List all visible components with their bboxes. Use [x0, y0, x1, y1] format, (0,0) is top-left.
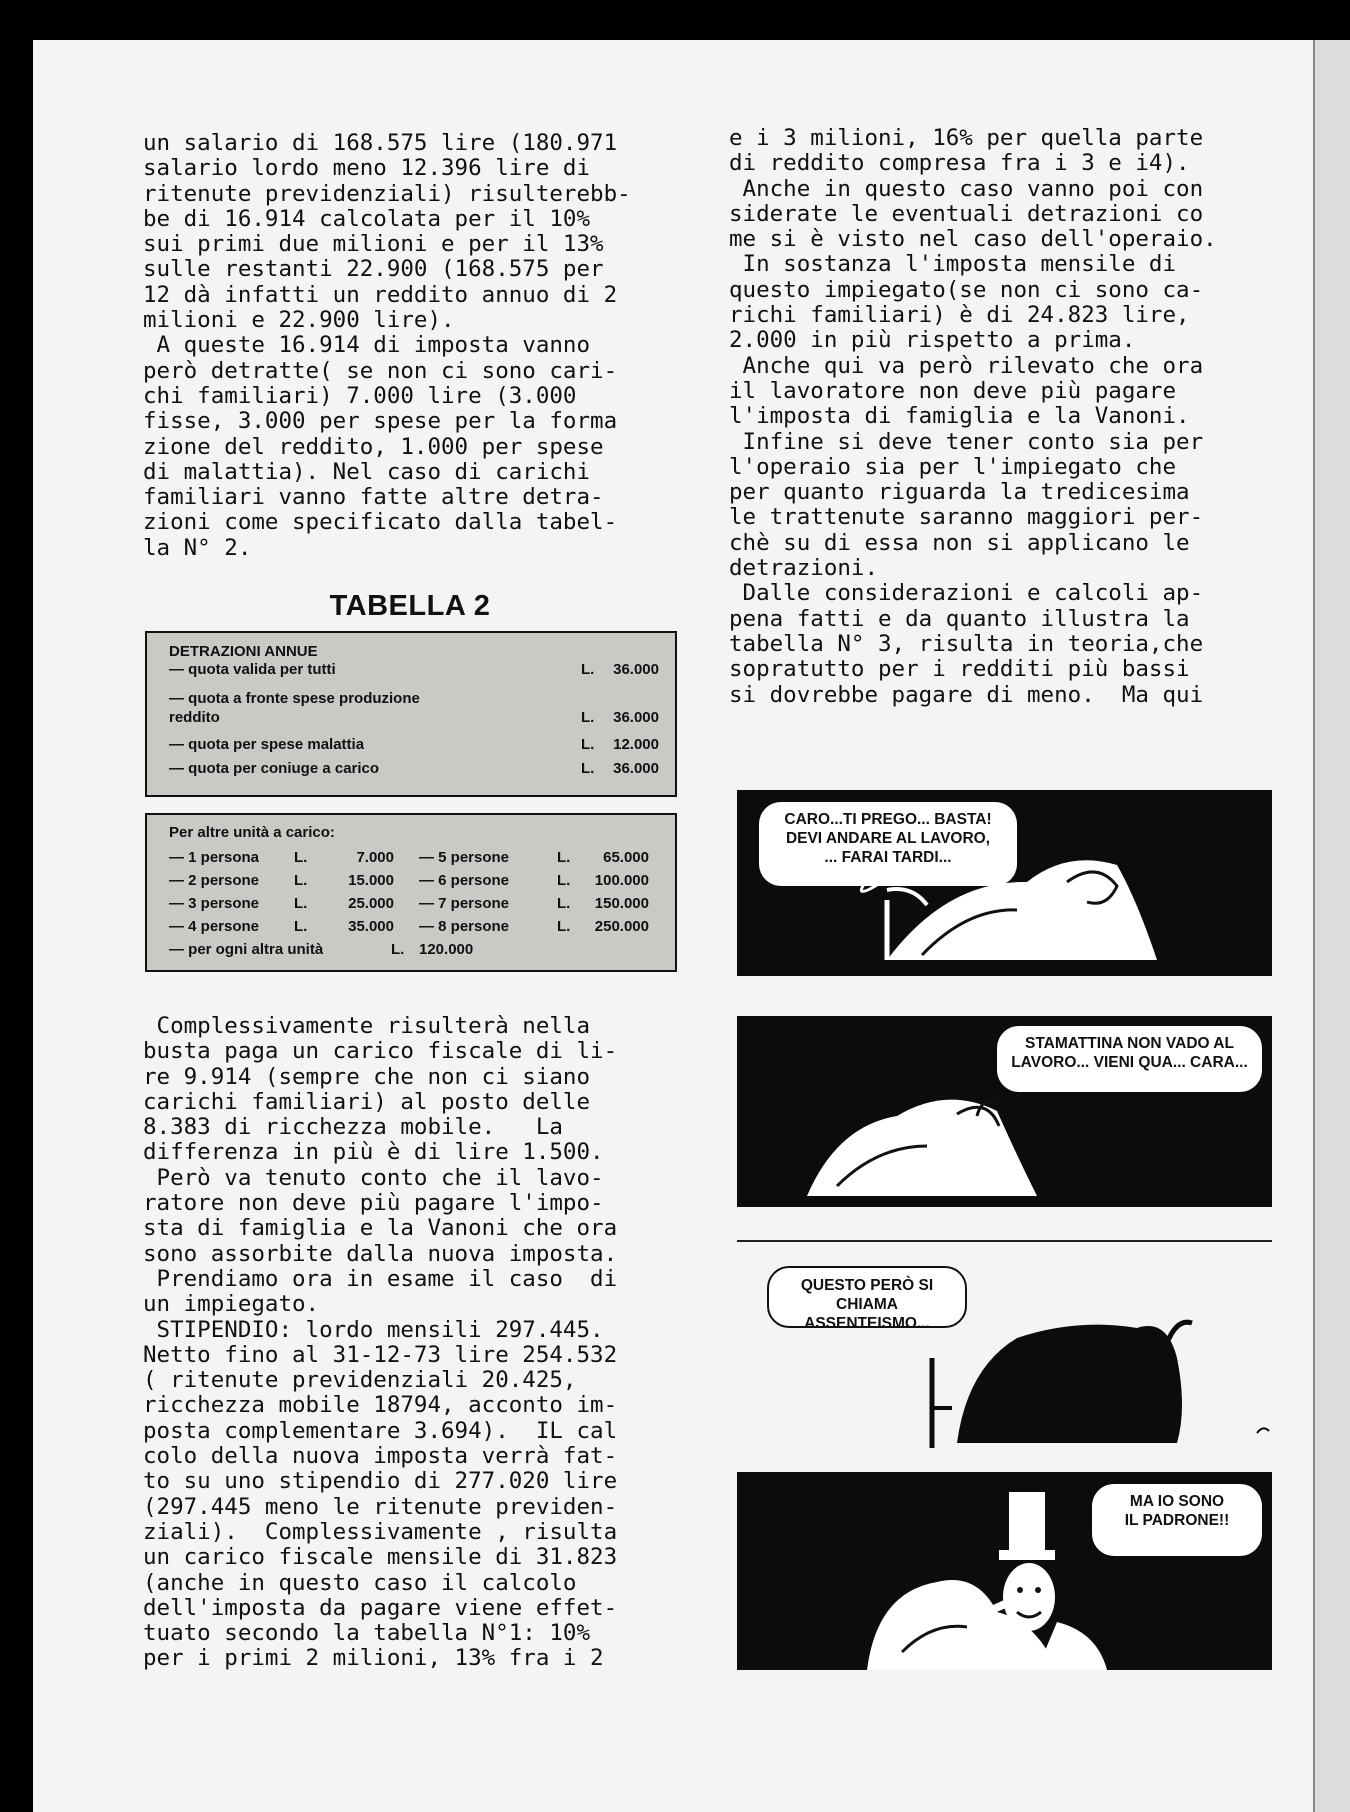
right-line: di reddito compresa fra i 3 e i4).: [729, 150, 1190, 177]
deduction-label: — quota per spese malattia: [169, 736, 365, 753]
dependents-amount: 7.000: [356, 849, 394, 866]
dependents-currency: L.: [557, 849, 571, 866]
dependents-label: — 8 persone: [419, 918, 510, 935]
right-line: e i 3 milioni, 16% per quella parte: [729, 125, 1204, 151]
dependents-amount: 15.000: [348, 872, 394, 889]
right-line: siderate le eventuali detrazioni co: [729, 200, 1204, 227]
left-top-line: salario lordo meno 12.396 lire di: [143, 155, 591, 182]
speech-bubble-3: QUESTO PERÒ SI CHIAMA ASSENTEISMO...: [767, 1266, 967, 1328]
left-bottom-line: ziali). Complessivamente , risulta: [143, 1518, 618, 1545]
left-top-line: 12 dà infatti un reddito annuo di 2: [143, 281, 618, 308]
right-line: l'imposta di famiglia e la Vanoni.: [729, 403, 1190, 430]
deduction-amount: 36.000: [613, 709, 659, 726]
left-bottom-line: Però va tenuto conto che il lavo-: [143, 1164, 604, 1191]
left-bottom-line: dell'imposta da pagare viene effet-: [143, 1594, 618, 1621]
speech-bubble-1: CARO...TI PREGO... BASTA! DEVI ANDARE AL LAVORO, ... FARAI TARDI...: [759, 802, 1017, 886]
dependents-currency: L.: [557, 895, 571, 912]
right-line: l'operaio sia per l'impiegato che: [729, 453, 1177, 480]
dependents-currency: L.: [294, 849, 308, 866]
left-top-line: sui primi due milioni e per il 13%: [143, 231, 604, 258]
deduction-amount: 36.000: [613, 760, 659, 777]
dependents-amount: 150.000: [594, 895, 649, 912]
comic-panel-3: [737, 1248, 1272, 1456]
left-bottom-line: sta di famiglia e la Vanoni che ora: [143, 1215, 618, 1242]
left-top-line: familiari vanno fatte altre detra-: [143, 484, 604, 511]
left-bottom-line: sono assorbite dalla nuova imposta.: [143, 1240, 618, 1267]
comic-panel-2: [737, 1016, 1272, 1207]
dependents-amount: 65.000: [603, 849, 649, 866]
speech-bubble-2: STAMATTINA NON VADO AL LAVORO... VIENI QUA... CARA...: [997, 1026, 1262, 1092]
dependents-other-currency: L.: [391, 941, 405, 958]
right-line: detrazioni.: [729, 555, 879, 582]
right-column-text: [729, 126, 1217, 708]
left-top-line: zione del reddito, 1.000 per spese: [143, 433, 604, 460]
left-bottom-line: carichi familiari) al posto delle: [143, 1088, 591, 1115]
dependents-amount: 100.000: [594, 872, 649, 889]
right-line: In sostanza l'imposta mensile di: [729, 251, 1177, 278]
dependents-label: — 5 persone: [419, 849, 510, 866]
right-line: chè su di essa non si applicano le: [729, 529, 1190, 556]
right-line: sopratutto per i redditi più bassi: [729, 656, 1190, 683]
deduction-currency: L.: [581, 661, 595, 678]
deduction-label: — quota a fronte spese produzione: [169, 690, 420, 707]
left-top-line: di malattia). Nel caso di carichi: [143, 458, 591, 485]
adjacent-page-edge: [1313, 40, 1350, 1812]
left-top-line: milioni e 22.900 lire).: [143, 307, 455, 334]
dependents-amount: 250.000: [594, 918, 649, 935]
left-column-bottom-text: [143, 1014, 617, 1672]
deductions-header: DETRAZIONI ANNUE: [169, 643, 318, 660]
dependents-currency: L.: [557, 918, 571, 935]
deduction-label: — quota per coniuge a carico: [169, 760, 380, 777]
left-bottom-line: STIPENDIO: lordo mensili 297.445.: [143, 1316, 604, 1343]
right-line: Infine si deve tener conto sia per: [729, 428, 1204, 455]
comic-panel-4: [737, 1472, 1272, 1670]
dependents-currency: L.: [294, 872, 308, 889]
left-top-line: un salario di 168.575 lire (180.971: [143, 130, 618, 156]
dependents-other-label: — per ogni altra unità: [169, 941, 324, 958]
left-top-line: la N° 2.: [143, 534, 252, 561]
left-bottom-line: Prendiamo ora in esame il caso di: [143, 1265, 618, 1292]
left-bottom-line: Netto fino al 31-12-73 lire 254.532: [143, 1341, 618, 1368]
left-column-top-text: [143, 131, 631, 561]
deduction-amount: 12.000: [613, 736, 659, 753]
left-top-line: zioni come specificato dalla tabel-: [143, 509, 618, 536]
right-line: Anche in questo caso vanno poi con: [729, 175, 1204, 202]
deduction-label: reddito: [169, 709, 220, 726]
left-bottom-line: per i primi 2 milioni, 13% fra i 2: [143, 1645, 604, 1672]
deduction-label: — quota valida per tutti: [169, 661, 336, 678]
dependents-amount: 25.000: [348, 895, 394, 912]
left-bottom-line: differenza in più è di lire 1.500.: [143, 1139, 604, 1166]
left-bottom-line: busta paga un carico fiscale di li-: [143, 1038, 618, 1065]
dependents-label: — 6 persone: [419, 872, 510, 889]
right-line: Anche qui va però rilevato che ora: [729, 352, 1204, 379]
left-bottom-line: un impiegato.: [143, 1291, 320, 1318]
dependents-label: — 7 persone: [419, 895, 510, 912]
left-top-line: chi familiari) 7.000 lire (3.000: [143, 382, 577, 409]
comic-panel-1: [737, 790, 1272, 976]
left-bottom-line: colo della nuova imposta verrà fat-: [143, 1443, 618, 1470]
left-bottom-line: tuato secondo la tabella N°1: 10%: [143, 1620, 591, 1647]
speech-bubble-4: MA IO SONO IL PADRONE!!: [1092, 1484, 1262, 1556]
dependents-label: — 1 persona: [169, 849, 260, 866]
left-bottom-line: re 9.914 (sempre che non ci siano: [143, 1063, 591, 1090]
dependents-currency: L.: [294, 918, 308, 935]
deductions-box: [145, 631, 677, 797]
deduction-currency: L.: [581, 760, 595, 777]
left-bottom-line: 8.383 di ricchezza mobile. La: [143, 1114, 563, 1141]
right-line: Dalle considerazioni e calcoli ap-: [729, 580, 1204, 607]
dependents-other-amount: 120.000: [419, 941, 474, 958]
left-bottom-line: ricchezza mobile 18794, acconto im-: [143, 1392, 618, 1419]
left-top-line: be di 16.914 calcolata per il 10%: [143, 205, 591, 232]
left-top-line: ritenute previdenziali) risulterebb-: [143, 180, 631, 207]
dependents-currency: L.: [294, 895, 308, 912]
left-top-line: A queste 16.914 di imposta vanno: [143, 332, 591, 359]
dependents-label: — 2 persone: [169, 872, 260, 889]
right-line: tabella N° 3, risulta in teoria,che: [729, 630, 1204, 657]
table-title: TABELLA 2: [329, 590, 491, 622]
deduction-currency: L.: [581, 709, 595, 726]
dependents-currency: L.: [557, 872, 571, 889]
right-line: si dovrebbe pagare di meno. Ma qui: [729, 681, 1204, 708]
left-bottom-line: (anche in questo caso il calcolo: [143, 1569, 577, 1596]
left-bottom-line: Complessivamente risulterà nella: [143, 1013, 591, 1039]
left-top-line: sulle restanti 22.900 (168.575 per: [143, 256, 604, 283]
left-bottom-line: ( ritenute previdenziali 20.425,: [143, 1367, 577, 1394]
dependents-box: [145, 813, 677, 972]
left-bottom-line: (297.445 meno le ritenute previden-: [143, 1493, 618, 1520]
dependents-amount: 35.000: [348, 918, 394, 935]
deduction-currency: L.: [581, 736, 595, 753]
left-bottom-line: un carico fiscale mensile di 31.823: [143, 1544, 618, 1571]
left-top-line: però detratte( se non ci sono cari-: [143, 357, 618, 384]
panel-divider: [737, 1240, 1272, 1242]
deduction-amount: 36.000: [613, 661, 659, 678]
left-bottom-line: to su uno stipendio di 277.020 lire: [143, 1468, 618, 1495]
dependents-header: Per altre unità a carico:: [169, 824, 335, 841]
dependents-label: — 3 persone: [169, 895, 260, 912]
right-line: questo impiegato(se non ci sono ca-: [729, 276, 1204, 303]
left-bottom-line: posta complementare 3.694). IL cal: [143, 1417, 618, 1444]
left-bottom-line: ratore non deve più pagare l'impo-: [143, 1190, 604, 1217]
right-line: per quanto riguarda la tredicesima: [729, 479, 1190, 506]
right-line: me si è visto nel caso dell'operaio.: [729, 226, 1217, 253]
right-line: pena fatti e da quanto illustra la: [729, 605, 1190, 632]
right-line: il lavoratore non deve più pagare: [729, 377, 1177, 404]
dependents-label: — 4 persone: [169, 918, 260, 935]
right-line: richi familiari) è di 24.823 lire,: [729, 302, 1190, 329]
right-line: 2.000 in più rispetto a prima.: [729, 327, 1136, 354]
right-line: le trattenute saranno maggiori per-: [729, 504, 1204, 531]
left-top-line: fisse, 3.000 per spese per la forma: [143, 408, 618, 435]
